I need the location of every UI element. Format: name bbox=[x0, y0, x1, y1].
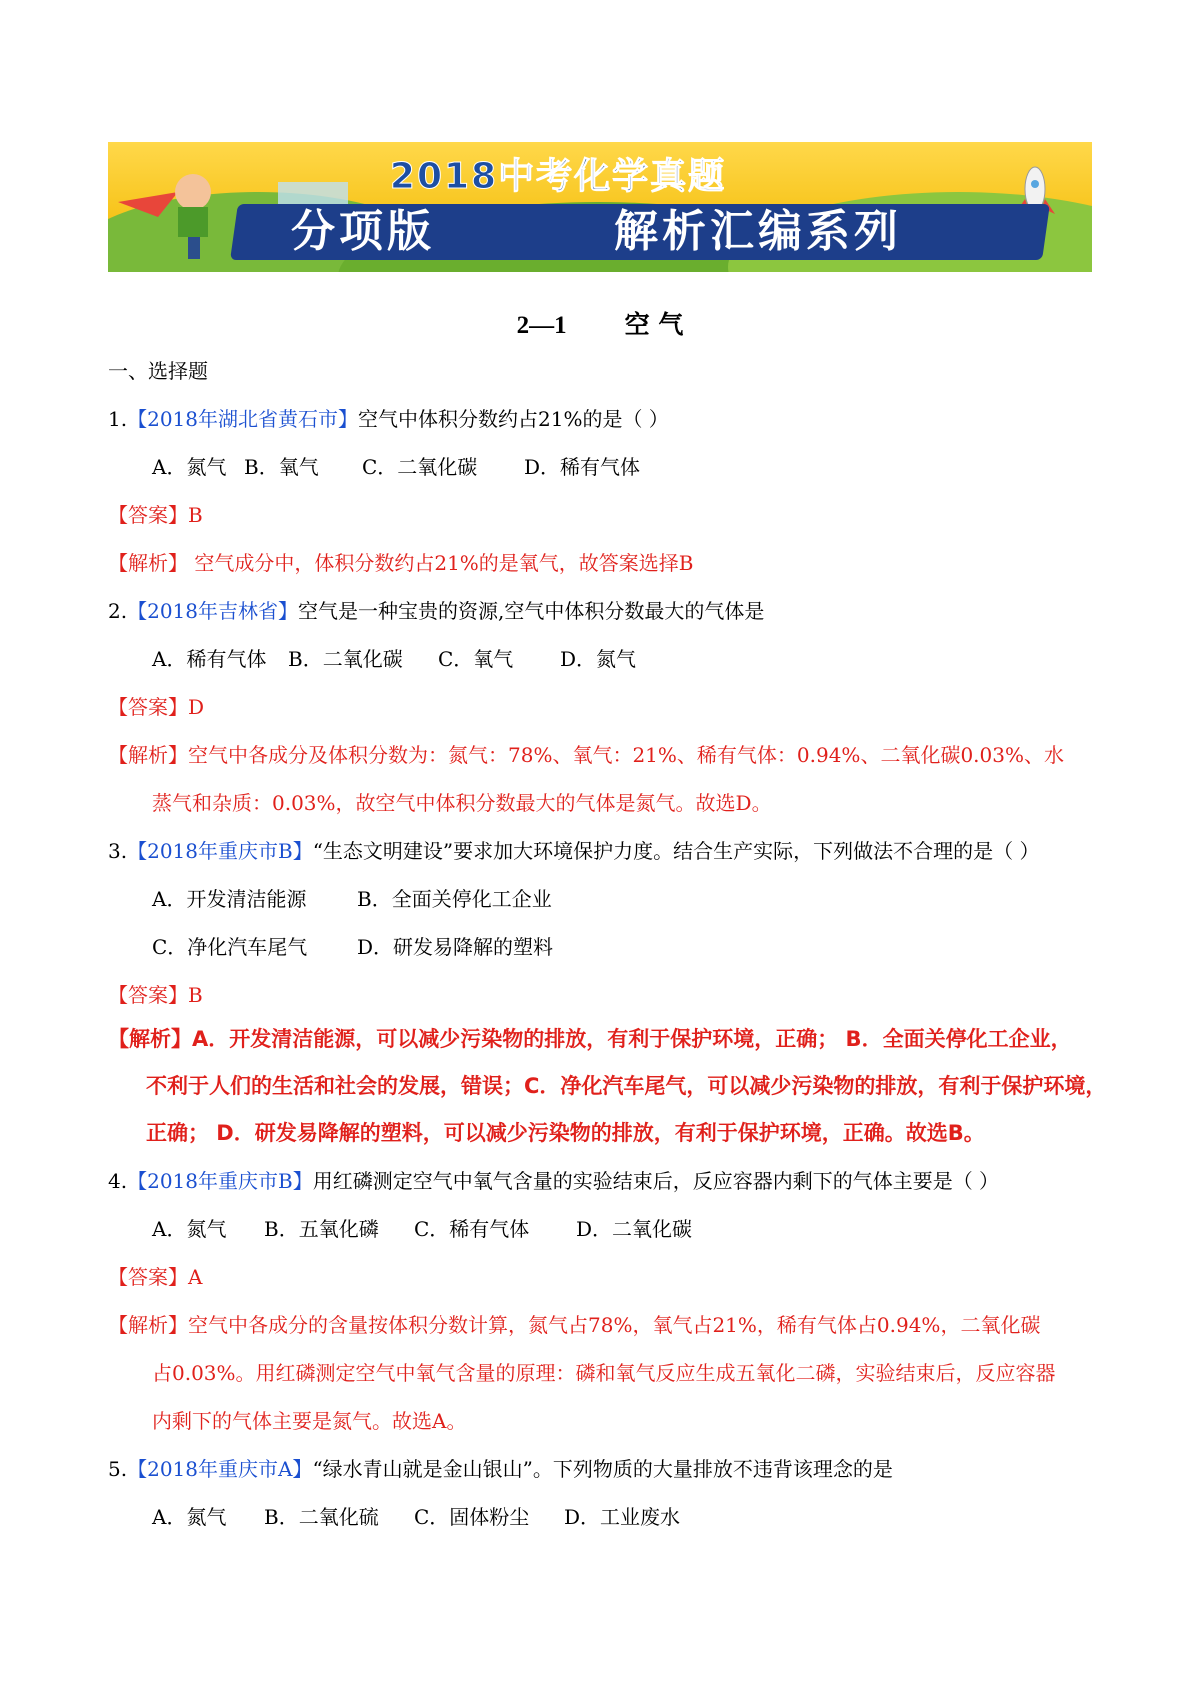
question-4-options bbox=[152, 1213, 692, 1242]
option: B．全面关停化工企业 bbox=[357, 887, 552, 911]
question-1 bbox=[108, 403, 669, 432]
analysis-3-line3: 正确； D．研发易降解的塑料，可以减少污染物的排放，有利于保护环境，正确。故选B。 bbox=[146, 1121, 985, 1145]
question-number: 1. bbox=[108, 407, 128, 431]
analysis-4-line2: 占0.03%。用红磷测定空气中氧气含量的原理：磷和氧气反应生成五氧化二磷，实验结束后，反应容器 bbox=[152, 1361, 1056, 1385]
option: C．净化汽车尾气 bbox=[152, 935, 308, 959]
option: C．固体粉尘 bbox=[414, 1505, 530, 1529]
question-number: 2. bbox=[108, 599, 128, 623]
analysis-3-line1: 【解析】A．开发清洁能源，可以减少污染物的排放，有利于保护环境，正确； B．全面关停化工企业， bbox=[108, 1027, 1072, 1051]
question-source: 【2018年重庆市B】 bbox=[127, 839, 313, 863]
analysis-4-line3: 内剩下的气体主要是氮气。故选A。 bbox=[152, 1409, 467, 1433]
question-3-options-row1 bbox=[152, 883, 552, 912]
banner-subtitle-b: 解析汇编系列 bbox=[614, 206, 902, 257]
question-5-options bbox=[152, 1501, 680, 1530]
question-source: 【2018年重庆市A】 bbox=[127, 1457, 313, 1481]
question-number: 5. bbox=[108, 1457, 128, 1481]
question-3 bbox=[108, 835, 1040, 864]
answer-4: 【答案】A bbox=[108, 1265, 203, 1289]
question-text: 空气是一种宝贵的资源,空气中体积分数最大的气体是 bbox=[298, 599, 765, 623]
option: C．稀有气体 bbox=[414, 1217, 530, 1241]
option: A．稀有气体 bbox=[152, 647, 267, 671]
option: D．研发易降解的塑料 bbox=[357, 935, 554, 959]
question-source: 【2018年重庆市B】 bbox=[127, 1169, 313, 1193]
option: D．工业废水 bbox=[564, 1505, 681, 1529]
option: B．氧气 bbox=[244, 455, 319, 479]
option: A．开发清洁能源 bbox=[152, 887, 307, 911]
option: D．稀有气体 bbox=[524, 455, 641, 479]
option: C．二氧化碳 bbox=[362, 455, 478, 479]
option: B．二氧化碳 bbox=[288, 647, 403, 671]
chapter-number: 2—1 bbox=[516, 312, 567, 339]
banner-subtitle-a: 分项版 bbox=[291, 206, 435, 257]
question-4 bbox=[108, 1165, 999, 1194]
analysis-2-line1: 【解析】空气中各成分及体积分数为：氮气：78%、氧气：21%、稀有气体：0.94%、二氧化碳0.03%、水 bbox=[108, 743, 1064, 767]
option: A．氮气 bbox=[152, 1217, 227, 1241]
answer-3: 【答案】B bbox=[108, 983, 203, 1007]
answer-2: 【答案】D bbox=[108, 695, 205, 719]
option: A．氮气 bbox=[152, 455, 227, 479]
analysis-1: 【解析】 空气成分中，体积分数约占21%的是氧气，故答案选择B bbox=[108, 551, 694, 575]
option: D．氮气 bbox=[560, 647, 637, 671]
analysis-2-line2: 蒸气和杂质：0.03%，故空气中体积分数最大的气体是氮气。故选D。 bbox=[152, 791, 772, 815]
answer-1: 【答案】B bbox=[108, 503, 203, 527]
question-text: “生态文明建设”要求加大环境保护力度。结合生产实际，下列做法不合理的是（ ） bbox=[312, 839, 1040, 863]
analysis-4-line1: 【解析】空气中各成分的含量按体积分数计算，氮气占78%，氧气占21%，稀有气体占0.94%，二氧化碳 bbox=[108, 1313, 1041, 1337]
option: B．二氧化硫 bbox=[264, 1505, 379, 1529]
question-number: 4. bbox=[108, 1169, 128, 1193]
question-1-options bbox=[152, 451, 640, 480]
section-heading: 一、选择题 bbox=[108, 359, 208, 383]
question-3-options-row2 bbox=[152, 931, 553, 960]
question-source: 【2018年湖北省黄石市】 bbox=[127, 407, 358, 431]
question-text: 空气中体积分数约占21%的是（ ） bbox=[358, 407, 669, 431]
header-banner bbox=[108, 142, 1092, 272]
option: C．氧气 bbox=[438, 647, 514, 671]
question-source: 【2018年吉林省】 bbox=[127, 599, 298, 623]
banner-title-line2 bbox=[248, 204, 1048, 260]
page-title bbox=[0, 305, 1200, 341]
question-2 bbox=[108, 595, 764, 624]
question-2-options bbox=[152, 643, 636, 672]
cartoon-figure-icon bbox=[118, 162, 238, 262]
question-number: 3. bbox=[108, 839, 128, 863]
option: D．二氧化碳 bbox=[576, 1217, 693, 1241]
option: B．五氧化磷 bbox=[264, 1217, 379, 1241]
question-5 bbox=[108, 1453, 893, 1482]
chapter-name: 空 气 bbox=[624, 310, 684, 339]
question-text: “绿水青山就是金山银山”。下列物质的大量排放不违背该理念的是 bbox=[312, 1457, 893, 1481]
question-text: 用红磷测定空气中氧气含量的实验结束后，反应容器内剩下的气体主要是（ ） bbox=[312, 1169, 1000, 1193]
banner-title-line1: 2018中考化学真题 bbox=[389, 156, 727, 197]
option: A．氮气 bbox=[152, 1505, 227, 1529]
analysis-3-line2: 不利于人们的生活和社会的发展，错误；C．净化汽车尾气，可以减少污染物的排放，有利于保护环境， bbox=[146, 1074, 1107, 1098]
